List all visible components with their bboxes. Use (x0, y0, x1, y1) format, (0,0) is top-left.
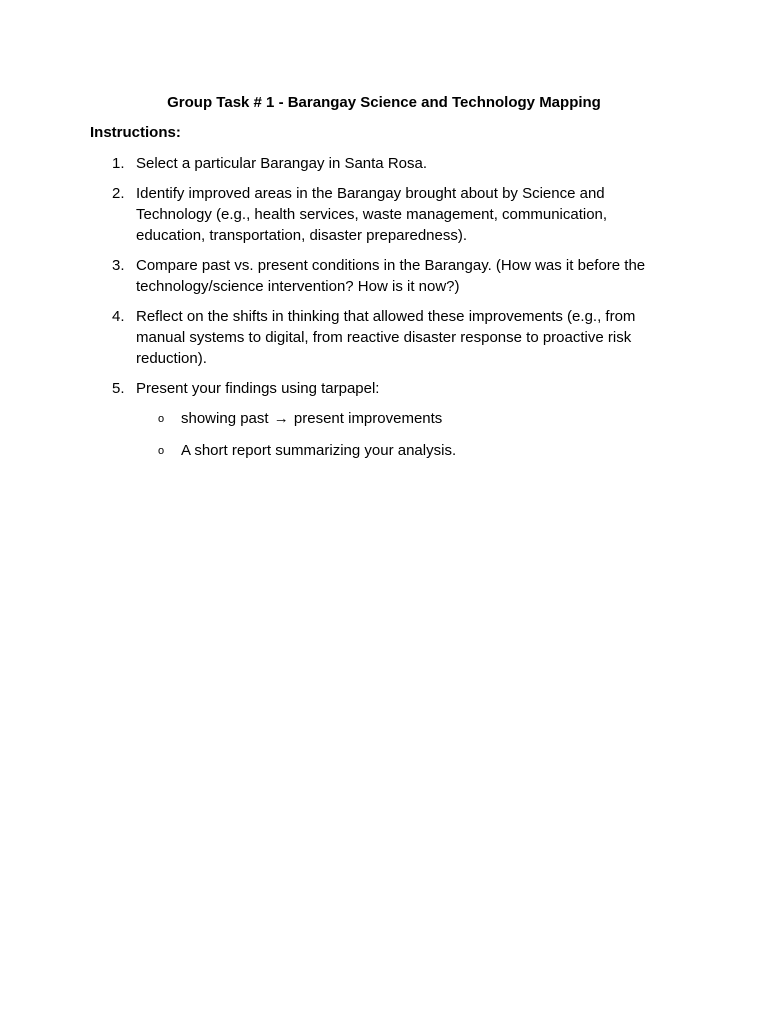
instruction-step (90, 153, 670, 174)
instruction-step (90, 378, 670, 461)
instruction-steps-list (90, 153, 670, 472)
circle-bullet-icon: o (158, 413, 165, 425)
sub-list-item (136, 440, 670, 461)
step-text: Select a particular Barangay in Santa Rosa. (136, 155, 427, 172)
step-text: Compare past vs. present conditions in the Barangay. (How was it before the technology/science intervention? How is it now?) (136, 257, 646, 295)
step-number: 5. (112, 380, 125, 397)
step-number: 1. (112, 155, 125, 172)
step-number: 2. (112, 185, 125, 202)
step-text: Identify improved areas in the Barangay brought about by Science and Technology (e.g., health services, waste management, communication, education, transportation, disaster preparedness). (136, 185, 608, 244)
step-number: 3. (112, 257, 125, 274)
right-arrow-icon: → (273, 410, 289, 427)
instruction-step (90, 183, 670, 246)
sub-list-item (136, 408, 670, 429)
instruction-step (90, 306, 670, 369)
document-title: Group Task # 1 - Barangay Science and Technology Mapping (167, 94, 601, 111)
sub-item-text-after: present improvements (293, 410, 443, 427)
circle-bullet-icon: o (158, 445, 165, 457)
step-text: Reflect on the shifts in thinking that allowed these improvements (e.g., from manual systems to digital, from reactive disaster response to proactive risk reduction). (136, 308, 636, 367)
instruction-step (90, 255, 670, 297)
presentation-sub-list (136, 408, 670, 461)
step-number: 4. (112, 308, 125, 325)
step-text: Present your findings using tarpapel: (136, 380, 380, 397)
sub-item-text: A short report summarizing your analysis. (181, 442, 457, 459)
instructions-heading: Instructions: (90, 124, 181, 141)
sub-item-text-before: showing past (181, 410, 269, 427)
